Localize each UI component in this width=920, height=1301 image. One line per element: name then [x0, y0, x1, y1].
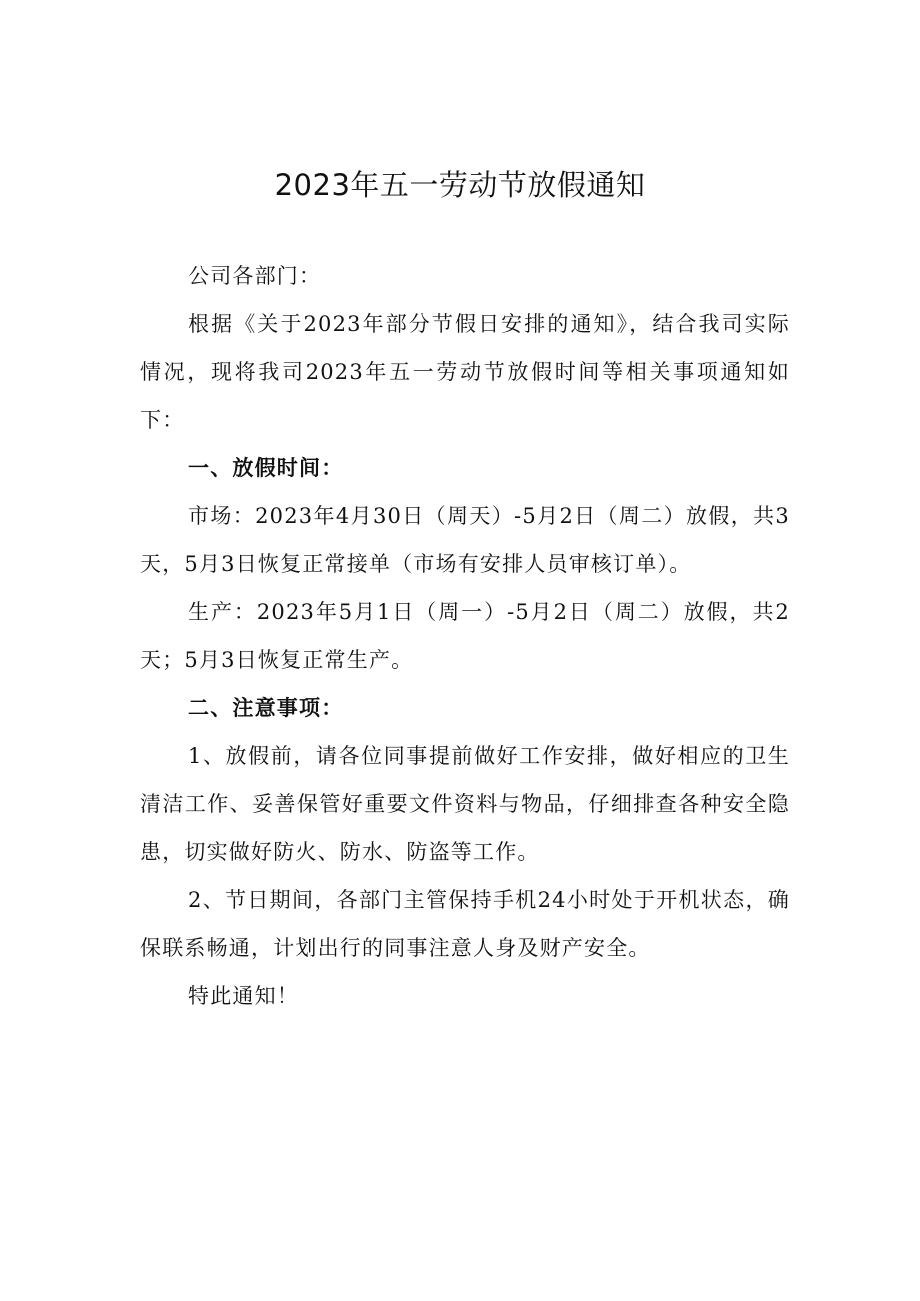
- note-item-1: 1、放假前，请各位同事提前做好工作安排，做好相应的卫生清洁工作、妥善保管好重要文件资料与物品，仔细排查各种安全隐患，切实做好防火、防水、防盗等工作。: [140, 744, 790, 864]
- section-heading-notes: 二、注意事项：: [188, 696, 344, 720]
- intro-paragraph: 根据《关于2023年部分节假日安排的通知》，结合我司实际情况，现将我司2023年五一劳动节放假时间等相关事项通知如下：: [140, 312, 790, 432]
- document-body: [140, 252, 790, 1020]
- document-title: 2023年五一劳动节放假通知: [274, 168, 646, 202]
- production-paragraph: 生产：2023年5月1日（周一）-5月2日（周二）放假，共2天；5月3日恢复正常生产。: [140, 600, 790, 672]
- salutation: 公司各部门：: [188, 264, 322, 288]
- market-paragraph: 市场：2023年4月30日（周天）-5月2日（周二）放假，共3天，5月3日恢复正常接单（市场有安排人员审核订单）。: [140, 504, 790, 576]
- section-heading-holiday-time: 一、放假时间：: [188, 456, 344, 480]
- note-item-2: 2、节日期间，各部门主管保持手机24小时处于开机状态，确保联系畅通，计划出行的同事注意人身及财产安全。: [140, 888, 790, 960]
- closing-line: 特此通知！: [188, 984, 299, 1008]
